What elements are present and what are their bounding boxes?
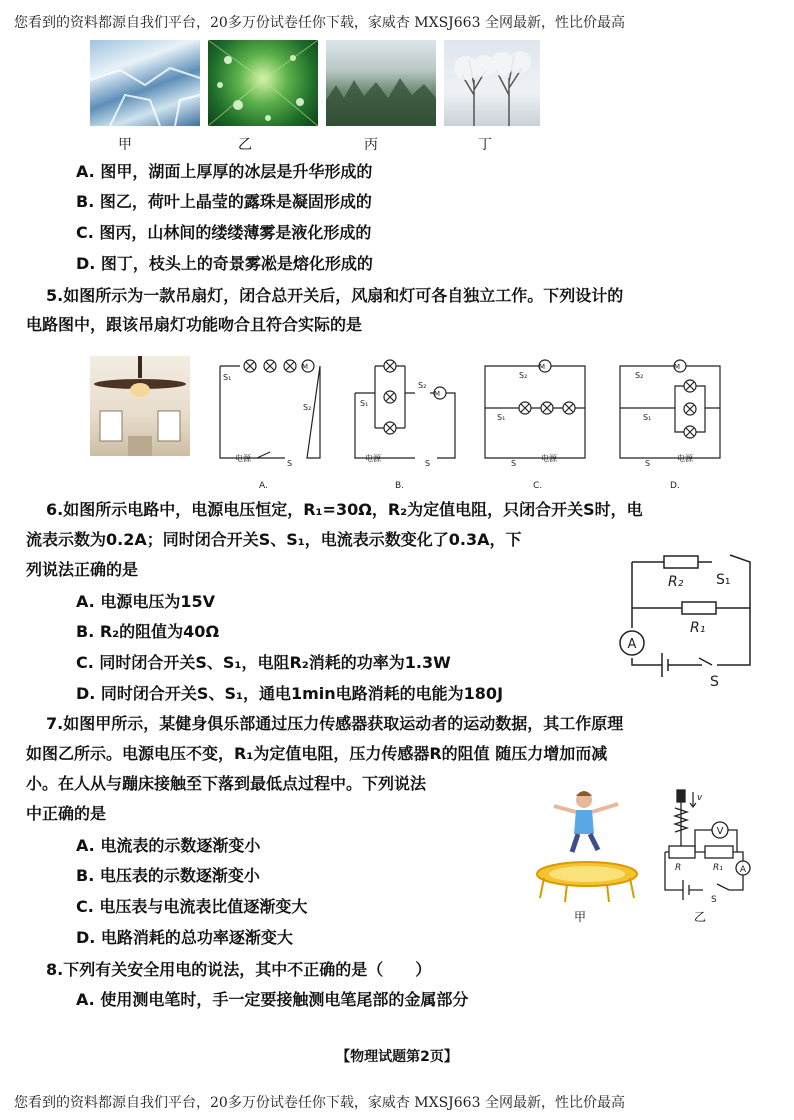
trampoline-picture: [532, 786, 642, 904]
photo-label-bing: 丙: [364, 137, 378, 153]
circuit-a-s: S: [287, 459, 293, 468]
rime-tree-photo: [444, 40, 540, 126]
q4-option-d: D. 图丁，枝头上的奇景雾凇是熔化形成的: [76, 254, 373, 273]
q6-stem-line3: 列说法正确的是: [26, 560, 139, 579]
circuit-d-lamps: [674, 360, 696, 438]
q6-option-b: B. R₂的阻值为40Ω: [76, 622, 220, 641]
ceiling-fan-photo: [90, 356, 190, 456]
fan-drawing: [90, 356, 190, 456]
q8-stem: 8.下列有关安全用电的说法，其中不正确的是（ ）: [46, 960, 432, 979]
q6-ammeter-label: A: [627, 637, 637, 652]
q7-circuit-diagram: [655, 786, 765, 904]
circuit-d-power: 电源: [677, 454, 693, 463]
q6-r1-resistor: [682, 602, 716, 614]
q7-r1-resistor: [705, 846, 733, 858]
q6-option-d: D. 同时闭合开关S、S₁，通电1min电路消耗的电能为180J: [76, 684, 504, 703]
q7-ammeter-label: A: [739, 865, 747, 875]
dew-drops: [208, 40, 318, 126]
q6-r2-resistor: [664, 556, 698, 568]
ice-cracks: [90, 40, 200, 126]
circuit-c-s: S: [511, 459, 517, 468]
q6-r1-label: R₁: [690, 620, 706, 636]
q6-s1-label: S₁: [716, 572, 731, 588]
q7-r-label: R: [675, 863, 682, 873]
q6-r2-label: R₂: [668, 574, 684, 590]
circuit-d-s1: S₁: [643, 413, 652, 422]
top-banner: 您看到的资料都源自我们平台，20多万份试卷任你下载，家威杏 MXSJ663 全网最新，性比价最高: [14, 15, 625, 31]
q5-stem-line2: 电路图中，跟该吊扇灯功能吻合且符合实际的是: [26, 315, 363, 334]
circuit-d-motor-label: M: [673, 363, 681, 371]
circuit-b-power: 电源: [365, 454, 381, 463]
q7-stem-line2: 如图乙所示。电源电压不变，R₁为定值电阻，压力传感器R的阻值 随压力增加而减: [26, 744, 608, 763]
q7-stem-line3: 小。在人从与蹦床接触至下落到最低点过程中。下列说法: [26, 774, 427, 793]
q6-stem-line1: 6.如图所示电路中，电源电压恒定，R₁=30Ω，R₂为定值电阻，只闭合开关S时，电: [46, 500, 643, 519]
q7-stem-line1: 7.如图甲所示，某健身俱乐部通过压力传感器获取运动者的运动数据，其工作原理: [46, 714, 624, 733]
page-footer: 【物理试题第2页】: [336, 1049, 458, 1065]
q7-voltmeter-label: V: [716, 826, 724, 837]
q4-option-c: C. 图丙，山林间的缕缕薄雾是液化形成的: [76, 223, 372, 242]
circuit-c-motor-label: M: [538, 363, 546, 371]
q7-option-c: C. 电压表与电流表比值逐渐变大: [76, 897, 308, 916]
circuit-c-power: 电源: [541, 454, 557, 463]
forest-silhouette: [326, 40, 436, 126]
circuit-c-s2: S₂: [519, 371, 528, 380]
q4-option-a: A. 图甲，湖面上厚厚的冰层是升华形成的: [76, 162, 373, 181]
q6-option-c: C. 同时闭合开关S、S₁，电阻R₂消耗的功率为1.3W: [76, 653, 451, 672]
q6-stem-line2: 流表示数为0.2A；同时闭合开关S、S₁，电流表示数变化了0.3A，下: [26, 530, 522, 549]
circuit-d-label: D.: [670, 481, 680, 491]
circuit-a: [220, 366, 320, 458]
q7-option-d: D. 电路消耗的总功率逐渐变大: [76, 928, 293, 947]
q7-stem-line4: 中正确的是: [26, 804, 107, 823]
circuit-a-label: A.: [259, 481, 268, 491]
circuit-b-s: S: [425, 459, 431, 468]
q6-option-a: A. 电源电压为15V: [76, 592, 215, 611]
bottom-banner: 您看到的资料都源自我们平台，20多万份试卷任你下载，家威杏 MXSJ663 全网最新，性比价最高: [14, 1095, 625, 1111]
q8-option-a: A. 使用测电笔时，手一定要接触测电笔尾部的金属部分: [76, 990, 469, 1009]
circuit-a-s1: S₁: [223, 373, 232, 382]
circuit-c-lamps: [519, 360, 575, 414]
q7-fig-label-jia: 甲: [574, 910, 587, 924]
photo-label-ding: 丁: [478, 137, 492, 153]
photo-label-jia: 甲: [118, 137, 132, 153]
q7-speed-label: v: [697, 793, 703, 803]
q7-fig-label-yi: 乙: [694, 910, 707, 924]
circuit-d-s2: S₂: [635, 371, 644, 380]
mist-forest-photo: [326, 40, 436, 126]
circuit-a-s2: S₂: [303, 403, 312, 412]
q5-circuits: [215, 348, 775, 491]
ice-photo: [90, 40, 200, 126]
q6-s-label: S: [710, 674, 719, 690]
circuit-b-label: B.: [395, 481, 405, 491]
lotus-dew-photo: [208, 40, 318, 126]
q6-circuit-diagram: [612, 540, 762, 690]
circuit-b-motor-label: M: [433, 390, 441, 398]
photo-label-yi: 乙: [238, 137, 252, 153]
q7-option-b: B. 电压表的示数逐渐变小: [76, 866, 260, 885]
q7-r-sensor: [669, 846, 695, 858]
circuit-d-s: S: [645, 459, 651, 468]
rime-trees: [444, 40, 540, 126]
circuit-b: [355, 366, 455, 458]
circuit-a-power: 电源: [235, 454, 251, 463]
q7-s-label: S: [711, 895, 717, 905]
q7-r1-label: R₁: [713, 863, 723, 873]
q7-option-a: A. 电流表的示数逐渐变小: [76, 836, 261, 855]
circuit-a-motor-label: M: [301, 363, 309, 371]
q4-option-b: B. 图乙，荷叶上晶莹的露珠是凝固形成的: [76, 192, 372, 211]
circuit-c-label: C.: [533, 481, 543, 491]
circuit-b-s2: S₂: [418, 381, 427, 390]
child-jumping: [554, 791, 618, 852]
q5-stem-line1: 5.如图所示为一款吊扇灯，闭合总开关后，风扇和灯可各自独立工作。下列设计的: [46, 286, 624, 305]
circuit-b-s1: S₁: [360, 399, 369, 408]
circuit-c-s1: S₁: [497, 413, 506, 422]
